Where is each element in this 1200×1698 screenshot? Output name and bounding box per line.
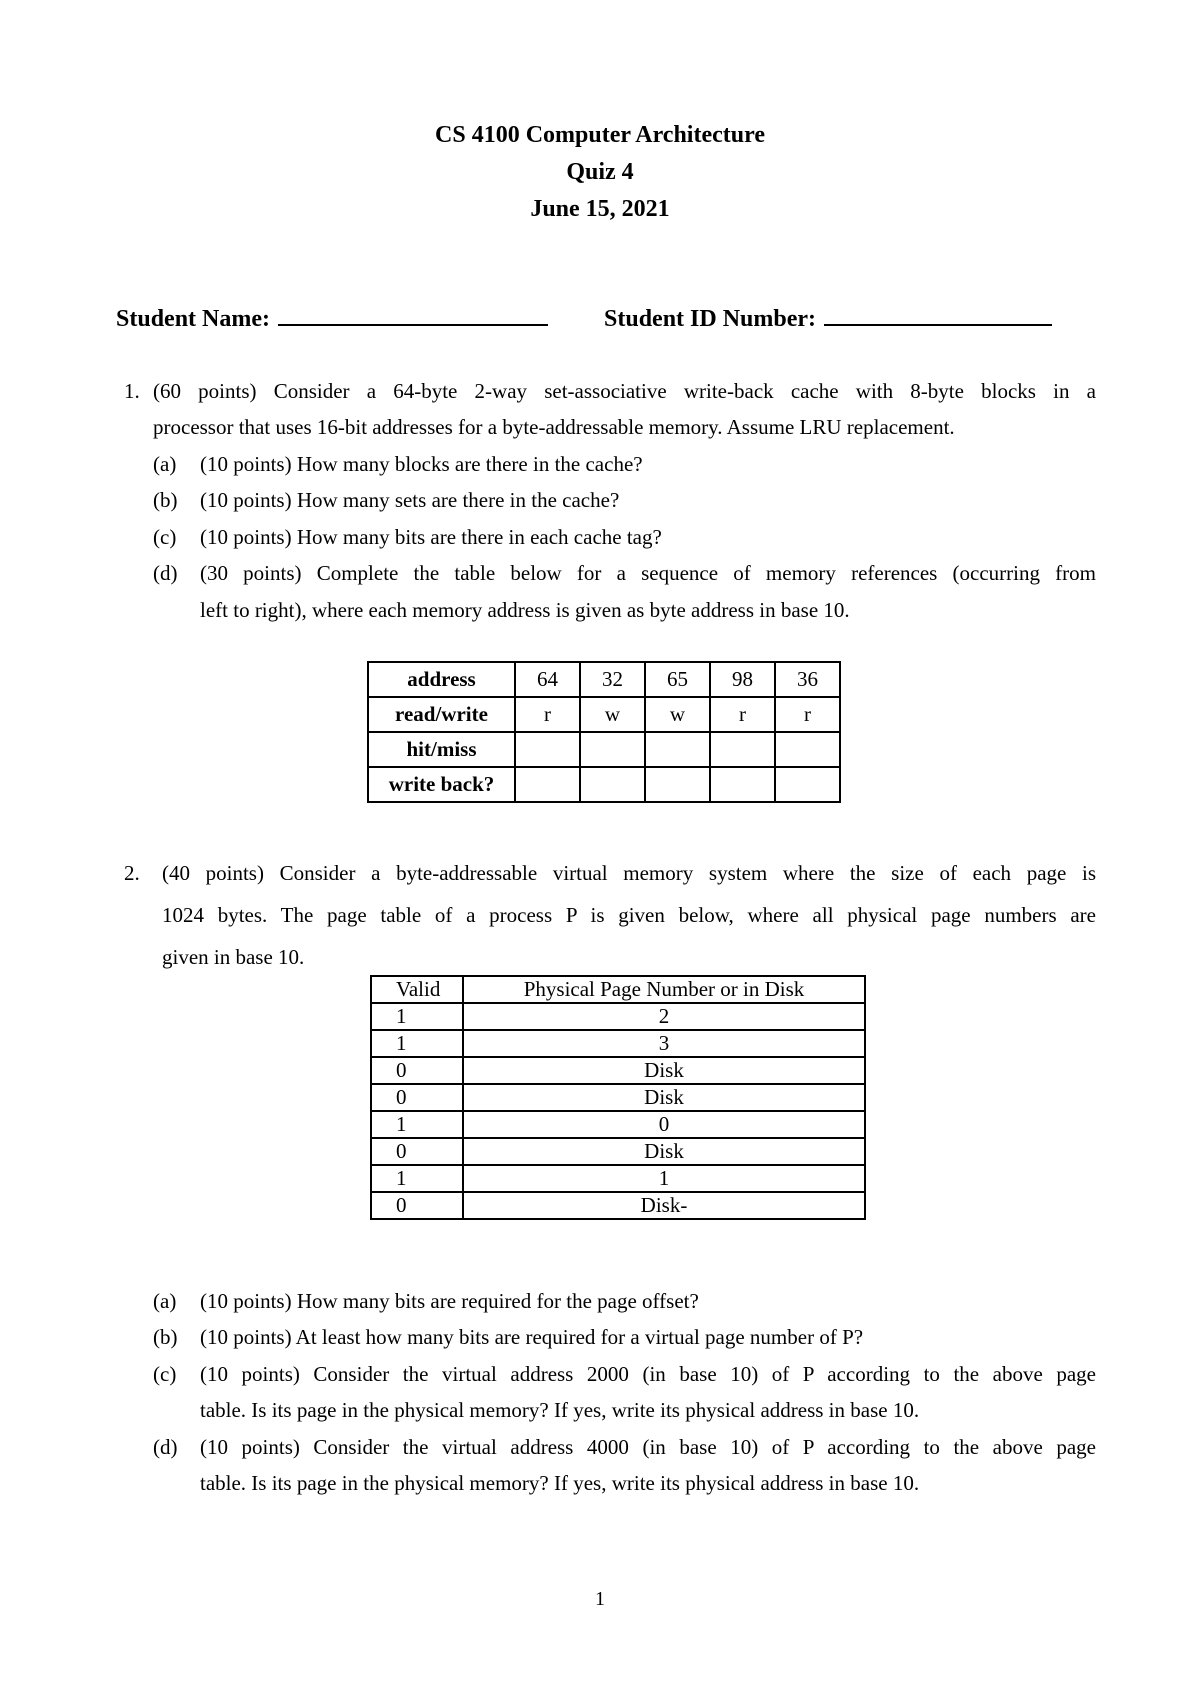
q1-intro-line-2: processor that uses 16-bit addresses for a byte-addressable memory. Assume LRU replacement. — [153, 415, 955, 439]
physical-page-cell: 3 — [463, 1030, 865, 1057]
table-row — [371, 1138, 865, 1165]
q2a-text: (10 points) How many bits are required for the page offset? — [200, 1289, 699, 1313]
q1d-text: (30 points) Complete the table below for a sequence of memory references (occurring from — [200, 561, 1096, 585]
rw-cell: r — [515, 697, 580, 732]
valid-cell: 1 — [371, 1003, 463, 1030]
q1c-label: (c) — [153, 525, 177, 549]
quiz-title: Quiz 4 — [566, 159, 634, 185]
write-back-answer-cell[interactable] — [515, 767, 580, 802]
column-header-physical-page: Physical Page Number or in Disk — [463, 976, 865, 1003]
hit-miss-answer-cell[interactable] — [775, 732, 840, 767]
physical-page-cell: Disk- — [463, 1192, 865, 1219]
table-row — [371, 976, 865, 1003]
physical-page-cell: 2 — [463, 1003, 865, 1030]
hit-miss-answer-cell[interactable] — [580, 732, 645, 767]
table-row — [368, 697, 840, 732]
q2d-text-line-2: table. Is its page in the physical memory? If yes, write its physical address in base 10. — [200, 1471, 920, 1495]
address-cell: 32 — [580, 662, 645, 697]
valid-cell: 0 — [371, 1138, 463, 1165]
q2-intro-line-2: 1024 bytes. The page table of a process P is given below, where all physical page numbers are — [162, 903, 1096, 927]
q1b-text: (10 points) How many sets are there in the cache? — [200, 488, 620, 512]
write-back-answer-cell[interactable] — [580, 767, 645, 802]
address-cell: 64 — [515, 662, 580, 697]
table-row — [368, 732, 840, 767]
table-row — [368, 662, 840, 697]
row-label-write-back: write back? — [368, 767, 515, 802]
student-id-label: Student ID Number: — [604, 306, 817, 332]
valid-cell: 0 — [371, 1192, 463, 1219]
physical-page-cell: Disk — [463, 1057, 865, 1084]
q1d-text-line-2: left to right), where each memory address is given as byte address in base 10. — [200, 598, 850, 622]
q1-number: 1. — [124, 379, 140, 403]
valid-cell: 1 — [371, 1030, 463, 1057]
rw-cell: w — [645, 697, 710, 732]
table-row — [371, 1192, 865, 1219]
table-row — [371, 1003, 865, 1030]
q1b-label: (b) — [153, 488, 178, 512]
course-title: CS 4100 Computer Architecture — [435, 122, 765, 148]
q1a-label: (a) — [153, 452, 177, 476]
table-row — [371, 1165, 865, 1192]
quiz-date: June 15, 2021 — [530, 196, 670, 222]
address-cell: 65 — [645, 662, 710, 697]
valid-cell: 0 — [371, 1084, 463, 1111]
q2a-label: (a) — [153, 1289, 177, 1313]
valid-cell: 1 — [371, 1111, 463, 1138]
physical-page-cell: 0 — [463, 1111, 865, 1138]
q1d-label: (d) — [153, 561, 178, 585]
q2d-label: (d) — [153, 1435, 178, 1459]
q2-intro-line-3: given in base 10. — [162, 945, 305, 969]
physical-page-cell: Disk — [463, 1138, 865, 1165]
valid-cell: 0 — [371, 1057, 463, 1084]
write-back-answer-cell[interactable] — [645, 767, 710, 802]
valid-cell: 1 — [371, 1165, 463, 1192]
q2b-label: (b) — [153, 1325, 178, 1349]
write-back-answer-cell[interactable] — [775, 767, 840, 802]
column-header-valid: Valid — [371, 976, 463, 1003]
table-row — [371, 1084, 865, 1111]
address-cell: 36 — [775, 662, 840, 697]
hit-miss-answer-cell[interactable] — [645, 732, 710, 767]
hit-miss-answer-cell[interactable] — [710, 732, 775, 767]
student-name-blank[interactable] — [278, 302, 548, 326]
student-id-blank[interactable] — [824, 302, 1052, 326]
table-row — [371, 1030, 865, 1057]
q1c-text: (10 points) How many bits are there in each cache tag? — [200, 525, 662, 549]
student-id-field[interactable] — [604, 302, 1052, 334]
cache-reference-table — [367, 661, 841, 803]
address-cell: 98 — [710, 662, 775, 697]
table-row — [371, 1111, 865, 1138]
rw-cell: r — [775, 697, 840, 732]
student-name-label: Student Name: — [116, 306, 270, 332]
page-table — [370, 975, 866, 1220]
table-row — [371, 1057, 865, 1084]
q2c-text-line-2: table. Is its page in the physical memory? If yes, write its physical address in base 10. — [200, 1398, 920, 1422]
write-back-answer-cell[interactable] — [710, 767, 775, 802]
q2-number: 2. — [124, 861, 140, 885]
row-label-read-write: read/write — [368, 697, 515, 732]
q2d-text: (10 points) Consider the virtual address 4000 (in base 10) of P according to the above page — [200, 1435, 1096, 1459]
hit-miss-answer-cell[interactable] — [515, 732, 580, 767]
q1a-text: (10 points) How many blocks are there in the cache? — [200, 452, 643, 476]
q1-intro-line-1: (60 points) Consider a 64-byte 2-way set-associative write-back cache with 8-byte blocks in a — [153, 379, 1096, 403]
q2b-text: (10 points) At least how many bits are required for a virtual page number of P? — [200, 1325, 864, 1349]
physical-page-cell: 1 — [463, 1165, 865, 1192]
page-number: 1 — [595, 1588, 605, 1610]
row-label-address: address — [368, 662, 515, 697]
table-row — [368, 767, 840, 802]
q2-intro-line-1: (40 points) Consider a byte-addressable virtual memory system where the size of each page is — [162, 861, 1096, 885]
rw-cell: r — [710, 697, 775, 732]
q2c-text: (10 points) Consider the virtual address 2000 (in base 10) of P according to the above page — [200, 1362, 1096, 1386]
row-label-hit-miss: hit/miss — [368, 732, 515, 767]
q2c-label: (c) — [153, 1362, 177, 1386]
physical-page-cell: Disk — [463, 1084, 865, 1111]
rw-cell: w — [580, 697, 645, 732]
student-name-field[interactable] — [116, 302, 548, 334]
